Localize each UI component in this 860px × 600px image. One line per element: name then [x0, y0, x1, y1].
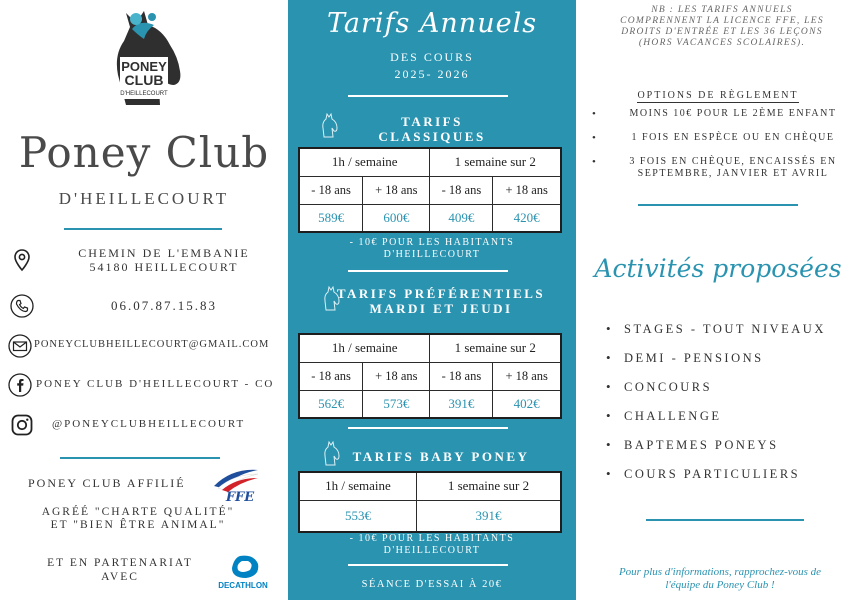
- price-cell: 553€: [299, 500, 416, 532]
- agreement-text: [10, 506, 266, 532]
- divider: [348, 95, 508, 97]
- note-line2: D'HEILLECOURT: [383, 249, 481, 260]
- col-header-weekly: 1h / semaine: [299, 472, 416, 500]
- note-line1: - 10€ POUR LES HABITANTS: [349, 237, 515, 248]
- payment-options-list: [590, 108, 854, 192]
- list-item: • 3 FOIS EN CHÈQUE, ENCAISSÉS EN SEPTEMBRE, JANVIER ET AVRIL: [590, 156, 854, 180]
- col-header-biweekly: 1 semaine sur 2: [416, 472, 561, 500]
- activities-list: [606, 322, 856, 496]
- note-line1: - 10€ POUR LES HABITANTS: [349, 533, 515, 544]
- pricing-subtitle-1: DES COURS: [390, 50, 474, 64]
- table-row: [299, 362, 561, 390]
- payment-options-title-text: OPTIONS DE RÈGLEMENT: [637, 90, 799, 101]
- classic-discount-note: [288, 237, 576, 261]
- price-cell: 562€: [299, 390, 363, 418]
- decathlon-text: DECATHLON: [218, 581, 268, 590]
- age-over-18: + 18 ans: [493, 176, 561, 204]
- price-cell: 600€: [363, 204, 430, 232]
- partner-line2: AVEC: [101, 571, 139, 583]
- pricing-title: Tarifs Annuels: [326, 8, 538, 39]
- classic-heading-line1: TARIFS: [401, 114, 463, 129]
- price-cell: 409€: [430, 204, 493, 232]
- address-line2: 54180 HEILLECOURT: [89, 260, 239, 274]
- baby-discount-note: [288, 533, 576, 557]
- price-cell: 420€: [493, 204, 561, 232]
- table-row: [299, 390, 561, 418]
- email-address[interactable]: PONEYCLUBHEILLECOURT@GMAIL.COM: [34, 339, 270, 350]
- info-line1: Pour plus d'informations, rapprochez-vous de: [618, 566, 822, 578]
- contact-info-note: [588, 566, 852, 592]
- phone-icon: [10, 294, 34, 318]
- poney-club-logo: [96, 5, 196, 109]
- age-under-18: - 18 ans: [430, 362, 493, 390]
- note-line2: D'HEILLECOURT: [383, 545, 481, 556]
- email-icon: [8, 334, 32, 358]
- list-item: • CONCOURS: [606, 380, 856, 409]
- table-row: [299, 500, 561, 532]
- col-header-weekly: 1h / semaine: [299, 148, 430, 176]
- age-under-18: - 18 ans: [430, 176, 493, 204]
- left-panel: [0, 0, 288, 600]
- preferential-heading: [306, 286, 576, 316]
- divider: [60, 457, 220, 459]
- preferential-heading-line2: MARDI ET JEUDI: [369, 301, 513, 316]
- preferential-heading-line1: TARIFS PRÉFÉRENTIELS: [336, 286, 546, 301]
- col-header-biweekly: 1 semaine sur 2: [430, 148, 561, 176]
- price-cell: 391€: [430, 390, 493, 418]
- address: [40, 246, 288, 274]
- instagram-icon: [10, 413, 34, 437]
- instagram-handle[interactable]: @PONEYCLUBHEILLECOURT: [52, 418, 246, 430]
- col-header-biweekly: 1 semaine sur 2: [430, 334, 561, 362]
- divider: [638, 204, 798, 206]
- price-cell: 573€: [363, 390, 430, 418]
- logo-line1: PONEY: [121, 59, 167, 74]
- partnership-text: [20, 556, 220, 584]
- agree-line1: AGRÉÉ "CHARTE QUALITÉ": [41, 506, 235, 518]
- affiliation-text: PONEY CLUB AFFILIÉ: [28, 476, 186, 490]
- pricing-subtitle-2: 2025- 2026: [394, 67, 470, 81]
- list-item: • MOINS 10€ POUR LE 2ÈME ENFANT: [590, 108, 854, 120]
- nb-note: [590, 5, 854, 49]
- logo-line2: CLUB: [124, 72, 164, 88]
- list-item: • CHALLENGE: [606, 409, 856, 438]
- list-item: • BAPTEMES PONEYS: [606, 438, 856, 467]
- table-row: [299, 176, 561, 204]
- age-over-18: + 18 ans: [363, 362, 430, 390]
- nb-line4: (HORS VACANCES SCOLAIRES).: [638, 38, 806, 48]
- classic-heading: [288, 114, 576, 144]
- divider: [64, 228, 222, 230]
- info-panel: [576, 0, 860, 600]
- col-header-weekly: 1h / semaine: [299, 334, 430, 362]
- table-row: [299, 148, 561, 176]
- phone-number[interactable]: 06.07.87.15.83: [111, 298, 217, 313]
- price-cell: 402€: [493, 390, 561, 418]
- price-cell: 589€: [299, 204, 363, 232]
- activities-title: Activités proposées: [594, 254, 842, 283]
- price-cell: 391€: [416, 500, 561, 532]
- age-under-18: - 18 ans: [299, 362, 363, 390]
- divider: [348, 564, 508, 566]
- list-item: • 1 FOIS EN ESPÈCE OU EN CHÈQUE: [590, 132, 854, 144]
- partner-line1: ET EN PARTENARIAT: [47, 557, 193, 569]
- classic-heading-line2: CLASSIQUES: [378, 129, 486, 144]
- list-item: • COURS PARTICULIERS: [606, 467, 856, 496]
- nb-line3: DROITS D'ENTRÉE ET LES 36 LEÇONS: [621, 27, 823, 37]
- ffe-text: FFE: [225, 490, 255, 504]
- divider: [646, 519, 804, 521]
- facebook-page[interactable]: PONEY CLUB D'HEILLECOURT - CO: [36, 378, 275, 390]
- baby-heading: TARIFS BABY PONEY: [352, 449, 530, 464]
- facebook-icon: [8, 373, 32, 397]
- age-under-18: - 18 ans: [299, 176, 363, 204]
- baby-price-table: [298, 471, 562, 533]
- table-row: [299, 204, 561, 232]
- age-over-18: + 18 ans: [493, 362, 561, 390]
- pricing-panel: [288, 0, 576, 600]
- decathlon-logo: [218, 552, 268, 592]
- logo-line3: D'HEILLECOURT: [120, 91, 168, 97]
- divider: [348, 270, 508, 272]
- divider: [348, 427, 508, 429]
- club-title: Poney Club: [18, 128, 270, 177]
- address-line1: CHEMIN DE L'EMBANIE: [78, 246, 250, 260]
- payment-options-title: [576, 90, 860, 101]
- trial-session: SÉANCE D'ESSAI À 20€: [361, 579, 503, 590]
- club-subtitle: D'HEILLECOURT: [58, 189, 230, 208]
- table-row: [299, 334, 561, 362]
- nb-line2: COMPRENNENT LA LICENCE FFE, LES: [620, 16, 824, 26]
- agree-line2: ET "BIEN ÊTRE ANIMAL": [50, 519, 226, 531]
- preferential-price-table: [298, 333, 562, 419]
- nb-line1: NB : LES TARIFS ANNUELS: [651, 5, 793, 15]
- list-item: • STAGES - TOUT NIVEAUX: [606, 322, 856, 351]
- table-row: [299, 472, 561, 500]
- classic-price-table: [298, 147, 562, 233]
- location-pin-icon: [10, 248, 34, 272]
- age-over-18: + 18 ans: [363, 176, 430, 204]
- list-item: • DEMI - PENSIONS: [606, 351, 856, 380]
- info-line2: l'équipe du Poney Club !: [665, 579, 775, 591]
- ffe-logo: [212, 466, 260, 504]
